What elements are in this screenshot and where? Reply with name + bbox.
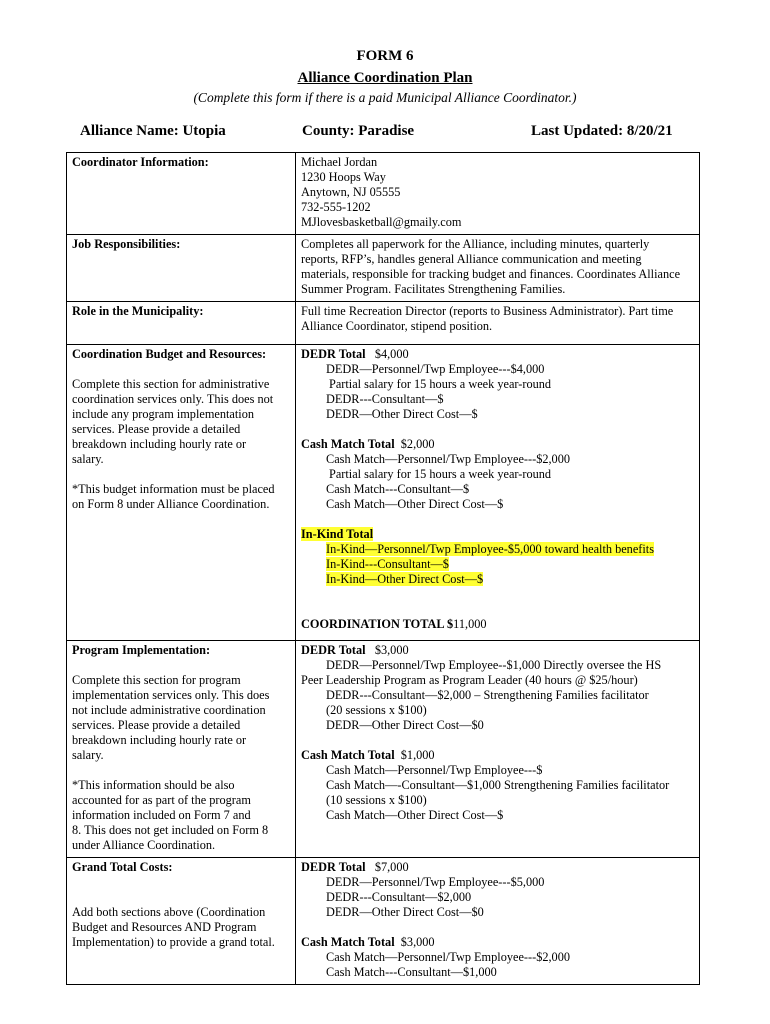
form-subtitle: (Complete this form if there is a paid Municipal Alliance Coordinator.) xyxy=(193,90,577,105)
text-line: DEDR—Personnel/Twp Employee---$5,000 xyxy=(326,875,545,889)
text-line: Cash Match—Personnel/Twp Employee---$ xyxy=(326,763,543,777)
grand-label: Grand Total Costs: xyxy=(72,860,173,874)
text-line: on Form 8 under Alliance Coordination. xyxy=(72,497,270,511)
job-responsibilities xyxy=(296,235,700,302)
coordinator-phone: 732-555-1202 xyxy=(301,200,371,214)
highlighted-line: In-Kind---Consultant—$ xyxy=(326,557,449,571)
coordinator-street: 1230 Hoops Way xyxy=(301,170,386,184)
dedr-total-label: DEDR Total xyxy=(301,860,366,874)
text-line: Cash Match—Personnel/Twp Employee---$2,000 xyxy=(326,452,571,466)
text-line: Cash Match—Personnel/Twp Employee---$2,000 xyxy=(326,950,571,964)
table-row xyxy=(67,235,700,302)
text-line: (10 sessions x $100) xyxy=(326,793,427,807)
table-row xyxy=(67,153,700,235)
text-line: salary. xyxy=(72,452,104,466)
text-line: DEDR—Other Direct Cost—$0 xyxy=(326,718,484,732)
grand-cash-match-total xyxy=(301,935,694,950)
text-line: breakdown including hourly rate or xyxy=(72,437,247,451)
text-line: Peer Leadership Program as Program Leader (40 hours @ $25/hour) xyxy=(301,673,638,687)
text-line: not include administrative coordination xyxy=(72,703,266,717)
program-left xyxy=(67,641,296,858)
cash-match-total-label: Cash Match Total xyxy=(301,935,395,949)
dedr-total-label: DEDR Total xyxy=(301,643,366,657)
program-dedr-total xyxy=(301,643,694,658)
text-line: accounted for as part of the program xyxy=(72,793,251,807)
table-row xyxy=(67,302,700,345)
text-line: Cash Match—Other Direct Cost—$ xyxy=(326,497,504,511)
text-line: Summer Program. Facilitates Strengthening Families. xyxy=(301,282,566,296)
table-row xyxy=(67,345,700,641)
text-line: information included on Form 7 and xyxy=(72,808,251,822)
text-line: DEDR---Consultant—$2,000 xyxy=(326,890,472,904)
coordinator-label: Coordinator Information: xyxy=(67,153,296,235)
text-line: DEDR—Personnel/Twp Employee--$1,000 Directly oversee the HS xyxy=(326,658,662,672)
text-line: Budget and Resources AND Program xyxy=(72,920,257,934)
program-details xyxy=(296,641,700,858)
dedr-total-amount: $3,000 xyxy=(374,643,409,657)
highlighted-line: In-Kind—Other Direct Cost—$ xyxy=(326,572,484,586)
text-line: Cash Match---Consultant—$1,000 xyxy=(326,965,497,979)
text-line: include any program implementation xyxy=(72,407,255,421)
cash-match-total-amount: $1,000 xyxy=(400,748,435,762)
table-row xyxy=(67,641,700,858)
text-line: salary. xyxy=(72,748,104,762)
text-line: breakdown including hourly rate or xyxy=(72,733,247,747)
coordinator-info xyxy=(296,153,700,235)
text-line: Partial salary for 15 hours a week year-round xyxy=(329,467,552,481)
program-label: Program Implementation: xyxy=(72,643,211,657)
coord-budget-details xyxy=(296,345,700,641)
text-line: DEDR---Consultant—$2,000 – Strengthening Families facilitator xyxy=(326,688,649,702)
coordinator-city: Anytown, NJ 05555 xyxy=(301,185,401,199)
cash-match-total-amount: $2,000 xyxy=(400,437,435,451)
text-line: services. Please provide a detailed xyxy=(72,718,241,732)
text-line: materials, responsible for tracking budget and finances. Coordinates Alliance xyxy=(301,267,681,281)
text-line: DEDR—Personnel/Twp Employee---$4,000 xyxy=(326,362,545,376)
inkind-total-label: In-Kind Total xyxy=(301,527,374,541)
text-line: DEDR---Consultant—$ xyxy=(326,392,444,406)
dedr-total-label: DEDR Total xyxy=(301,347,366,361)
role-description xyxy=(296,302,700,345)
coordinator-email: MJlovesbasketball@gmaily.com xyxy=(301,215,462,229)
text-line: services. Please provide a detailed xyxy=(72,422,241,436)
cash-match-total xyxy=(301,437,694,452)
text-line: Complete this section for program xyxy=(72,673,241,687)
dedr-total xyxy=(301,347,694,362)
coordination-total-label: COORDINATION TOTAL $ xyxy=(301,617,454,631)
text-line: Add both sections above (Coordination xyxy=(72,905,266,919)
text-line: Cash Match—-Consultant—$1,000 Strengthening Families facilitator xyxy=(326,778,670,792)
alliance-name: Alliance Name: Utopia xyxy=(80,123,226,139)
cash-match-total-amount: $3,000 xyxy=(400,935,435,949)
coord-budget-label: Coordination Budget and Resources: xyxy=(72,347,267,361)
coordination-total xyxy=(301,617,694,632)
grand-dedr-total xyxy=(301,860,694,875)
text-line: Alliance Coordinator, stipend position. xyxy=(301,319,493,333)
last-updated: Last Updated: 8/20/21 xyxy=(531,123,673,139)
cash-match-total-label: Cash Match Total xyxy=(301,748,395,762)
grand-left xyxy=(67,858,296,985)
text-line: under Alliance Coordination. xyxy=(72,838,216,852)
form-number: FORM 6 xyxy=(356,48,414,64)
form-title xyxy=(0,70,770,87)
text-line: Cash Match—Other Direct Cost—$ xyxy=(326,808,504,822)
text-line: implementation services only. This does xyxy=(72,688,270,702)
text-line: Full time Recreation Director (reports to Business Administrator). Part time xyxy=(301,304,674,318)
program-cash-match-total xyxy=(301,748,694,763)
dedr-total-amount: $4,000 xyxy=(374,347,409,361)
text-line: Partial salary for 15 hours a week year-round xyxy=(329,377,552,391)
highlighted-line: In-Kind—Personnel/Twp Employee-$5,000 toward health benefits xyxy=(326,542,655,556)
county: County: Paradise xyxy=(302,123,415,139)
table-row xyxy=(67,858,700,985)
coordination-plan-table xyxy=(66,152,700,985)
cash-match-total-label: Cash Match Total xyxy=(301,437,395,451)
coordinator-name: Michael Jordan xyxy=(301,155,378,169)
text-line: Complete this section for administrative xyxy=(72,377,270,391)
role-label: Role in the Municipality: xyxy=(67,302,296,345)
text-line: Implementation) to provide a grand total. xyxy=(72,935,275,949)
text-line: Completes all paperwork for the Alliance, including minutes, quarterly xyxy=(301,237,650,251)
form-title-text: Alliance Coordination Plan xyxy=(297,70,473,86)
coordination-total-amount: 11,000 xyxy=(453,617,487,631)
text-line: Cash Match---Consultant—$ xyxy=(326,482,470,496)
text-line: DEDR—Other Direct Cost—$0 xyxy=(326,905,484,919)
text-line: coordination services only. This does not xyxy=(72,392,274,406)
text-line: *This budget information must be placed xyxy=(72,482,275,496)
text-line: *This information should be also xyxy=(72,778,235,792)
grand-details xyxy=(296,858,700,985)
text-line: 8. This does not get included on Form 8 xyxy=(72,823,269,837)
text-line: reports, RFP’s, handles general Alliance communication and meeting xyxy=(301,252,642,266)
text-line: (20 sessions x $100) xyxy=(326,703,427,717)
dedr-total-amount: $7,000 xyxy=(374,860,409,874)
job-label: Job Responsibilities: xyxy=(67,235,296,302)
coord-budget-left xyxy=(67,345,296,641)
text-line: DEDR—Other Direct Cost—$ xyxy=(326,407,478,421)
